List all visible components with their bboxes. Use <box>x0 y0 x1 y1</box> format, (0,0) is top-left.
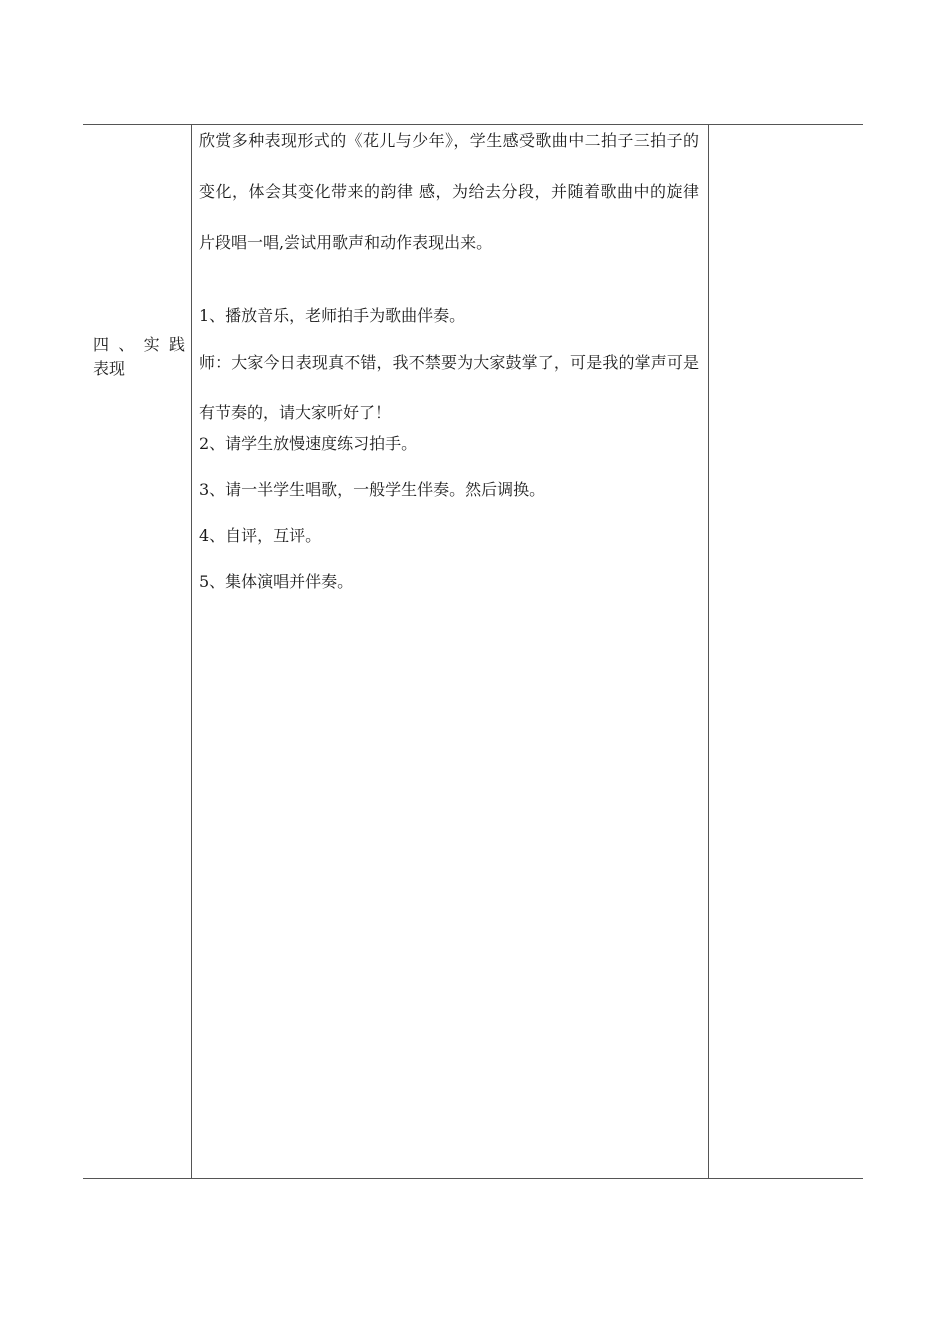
row-label-cell <box>93 333 185 381</box>
step-5: 5、集体演唱并伴奏。 <box>199 572 354 591</box>
lesson-table <box>83 124 863 1179</box>
row-label-line2: 表现 <box>93 359 126 378</box>
intro-paragraph: 欣赏多种表现形式的《花儿与少年》，学生感受歌曲中二拍子三拍子的变化，体会其变化带来的韵律 感，为给去分段，并随着歌曲中的旋律片段唱一唱,尝试用歌声和动作表现出来。 <box>199 131 699 252</box>
content-cell <box>199 125 699 618</box>
spacer <box>199 268 699 306</box>
step-3: 3、请一半学生唱歌，一般学生伴奏。然后调换。 <box>199 480 546 499</box>
column-divider-right <box>708 125 709 1178</box>
column-divider-left <box>191 125 192 1178</box>
row-label-line1: 四、实践 <box>93 335 185 354</box>
teacher-remark: 师：大家今日表现真不错，我不禁要为大家鼓掌了，可是我的掌声可是有节奏的，请大家听好了！ <box>199 353 699 422</box>
step-4: 4、自评，互评。 <box>199 526 322 545</box>
step-1: 1、播放音乐，老师拍手为歌曲伴奏。 <box>199 306 466 325</box>
step-2: 2、请学生放慢速度练习拍手。 <box>199 434 418 453</box>
